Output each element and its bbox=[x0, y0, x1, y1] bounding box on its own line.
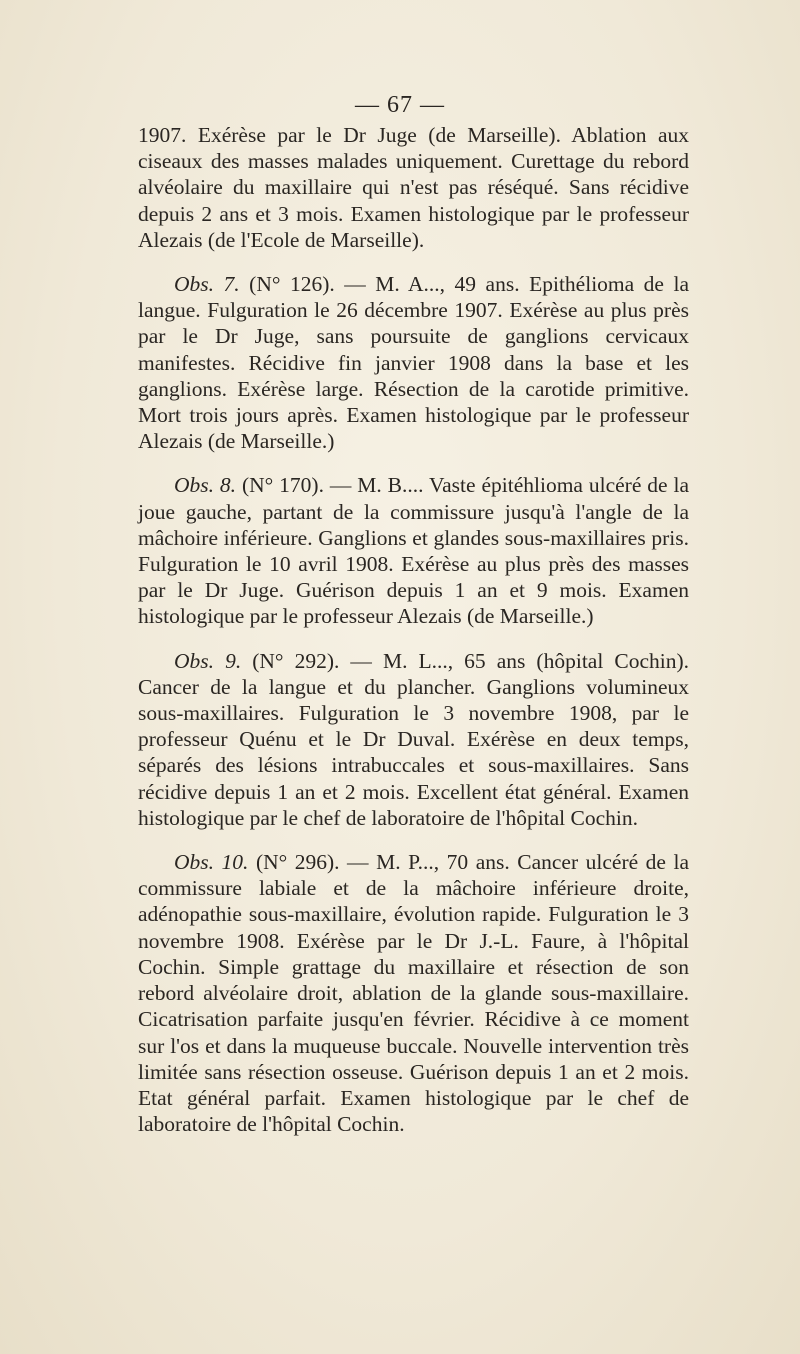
observation-label: Obs. 7. bbox=[174, 272, 240, 297]
intro-paragraph: 1907. Exérèse par le Dr Juge (de Marseille). Ablation aux ciseaux des masses malades uniquement. Curettage du rebord alvéolaire du maxillaire qui n'est pas réséqué. Sans récidive depuis 2 ans et 3 mois. Examen histologique par le professeur Alezais (de l'Ecole de Marseille). bbox=[138, 123, 689, 252]
observation-text: (N° 170). — M. B.... Vaste épitéhlioma ulcéré de la joue gauche, partant de la commissure jusqu'à l'angle de la mâchoire inférieure. Ganglions et glandes sous-maxillaires pris. Fulguration le 10 avril 1908. Exérèse au plus près des masses par le Dr Juge. Guérison depuis 1 an et 9 mois. Examen histologique par le professeur Alezais (de Marseille.) bbox=[138, 473, 689, 629]
observation-text: (N° 296). — M. P..., 70 ans. Cancer ulcéré de la commissure labiale et de la mâchoire inférieure droite, adénopathie sous-maxillaire, évolution rapide. Fulguration le 3 novembre 1908. Exérèse par le Dr J.-L. Faure, à l'hôpital Cochin. Simple grattage du maxillaire et résection de son rebord alvéolaire droit, ablation de la glande sous-maxillaire. Cicatrisation parfaite jusqu'en février. Récidive à ce moment sur l'os et dans la muqueuse buccale. Nouvelle intervention très limitée sans résection osseuse. Guérison depuis 1 an et 2 mois. Etat général parfait. Examen histologique par le chef de laboratoire de l'hôpital Cochin. bbox=[138, 850, 690, 1137]
page-number: — 67 — bbox=[355, 92, 445, 118]
observation-10 bbox=[138, 849, 689, 1137]
observation-label: Obs. 9. bbox=[174, 648, 242, 673]
observation-label: Obs. 8. bbox=[174, 473, 237, 498]
observation-text: (N° 292). — M. L..., 65 ans (hôpital Cochin). Cancer de la langue et du plancher. Ganglions volumineux sous-maxillaires. Fulguration le 3 novembre 1908, par le professeur Quénu et le Dr Duval. Exérèse en deux temps, séparés des lésions intrabuccales et sous-maxillaires. Sans récidive depuis 1 an et 2 mois. Excellent état général. Examen histologique par le chef de laboratoire de l'hôpital Cochin. bbox=[138, 648, 689, 830]
observation-label: Obs. 10. bbox=[174, 850, 249, 875]
observation-text: (N° 126). — M. A..., 49 ans. Epithélioma de la langue. Fulguration le 26 décembre 1907. Exérèse au plus près par le Dr Juge, sans poursuite de ganglions cervicaux manifestes. Récidive fin janvier 1908 dans la base et les ganglions. Exérèse large. Résection de la carotide primitive. Mort trois jours après. Examen histologique par le professeur Alezais (de Marseille.) bbox=[138, 272, 689, 454]
body-text bbox=[138, 122, 689, 1155]
observation-9 bbox=[138, 648, 689, 831]
observation-7 bbox=[138, 271, 689, 454]
observation-8 bbox=[138, 472, 689, 629]
